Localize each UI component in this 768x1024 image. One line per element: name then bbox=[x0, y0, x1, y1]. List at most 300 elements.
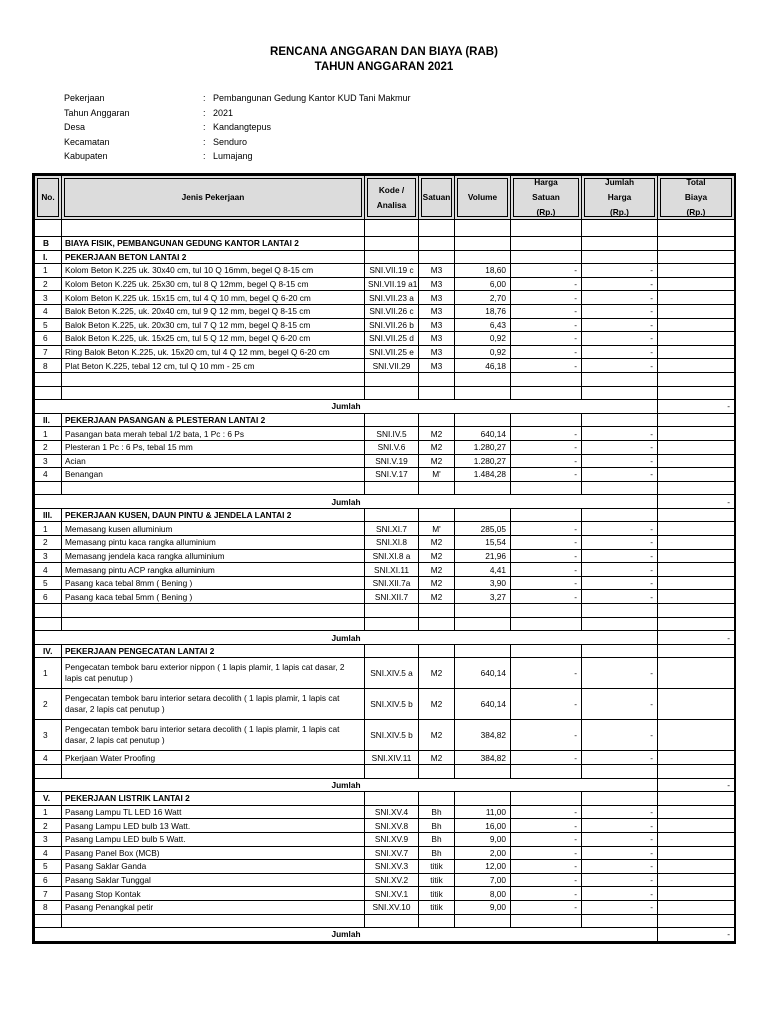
item-amount: - bbox=[582, 887, 658, 901]
cell bbox=[419, 792, 455, 806]
item-number: 3 bbox=[35, 720, 62, 751]
item-volume: 285,05 bbox=[455, 522, 511, 536]
item-total bbox=[658, 427, 735, 441]
empty-cell bbox=[62, 386, 365, 400]
item-unit-price: - bbox=[511, 563, 582, 577]
item-unit-price: - bbox=[511, 291, 582, 305]
empty-cell bbox=[365, 617, 419, 631]
info-colon: : bbox=[203, 136, 206, 147]
item-number: 1 bbox=[35, 522, 62, 536]
cell bbox=[511, 413, 582, 427]
item-unit-price: - bbox=[511, 468, 582, 482]
item-description: Memasang pintu kaca rangka alluminium bbox=[62, 536, 365, 550]
item-unit-price: - bbox=[511, 819, 582, 833]
item-unit-price: - bbox=[511, 359, 582, 373]
item-unit: M2 bbox=[419, 576, 455, 590]
cell bbox=[658, 413, 735, 427]
cell bbox=[455, 792, 511, 806]
item-description: Memasang jendela kaca rangka alluminium bbox=[62, 549, 365, 563]
empty-cell bbox=[419, 481, 455, 495]
item-number: 4 bbox=[35, 468, 62, 482]
item-volume: 384,82 bbox=[455, 720, 511, 751]
item-unit: M2 bbox=[419, 590, 455, 604]
empty-cell bbox=[419, 604, 455, 618]
item-code: SNI.XV.7 bbox=[365, 846, 419, 860]
subtotal-label: Jumlah bbox=[35, 495, 658, 509]
item-unit: M3 bbox=[419, 277, 455, 291]
subtotal-value: - bbox=[658, 778, 735, 792]
item-amount: - bbox=[582, 751, 658, 765]
item-unit-price: - bbox=[511, 832, 582, 846]
item-volume: 18,76 bbox=[455, 304, 511, 318]
item-code: SNI.XI.8 bbox=[365, 536, 419, 550]
item-unit: Bh bbox=[419, 846, 455, 860]
subtotal-value: - bbox=[658, 928, 735, 942]
cell bbox=[511, 250, 582, 264]
empty-cell bbox=[35, 914, 62, 928]
cell bbox=[455, 237, 511, 251]
empty-cell bbox=[35, 386, 62, 400]
item-description: Pasang Lampu LED bulb 13 Watt. bbox=[62, 819, 365, 833]
item-volume: 3,27 bbox=[455, 590, 511, 604]
empty-cell bbox=[419, 914, 455, 928]
table-row bbox=[35, 522, 735, 536]
item-unit-price: - bbox=[511, 887, 582, 901]
empty-cell bbox=[658, 617, 735, 631]
empty-cell bbox=[582, 386, 658, 400]
item-number: 2 bbox=[35, 277, 62, 291]
info-value: Pembangunan Gedung Kantor KUD Tani Makmur bbox=[213, 93, 411, 103]
item-description: Balok Beton K.225, uk. 20x30 cm, tul 7 Q 12 mm, begel Q 8-15 cm bbox=[62, 318, 365, 332]
item-total bbox=[658, 264, 735, 278]
section-row bbox=[35, 250, 735, 264]
item-unit-price: - bbox=[511, 277, 582, 291]
item-volume: 384,82 bbox=[455, 751, 511, 765]
table-row bbox=[35, 900, 735, 914]
item-total bbox=[658, 819, 735, 833]
item-amount: - bbox=[582, 658, 658, 689]
item-amount: - bbox=[582, 819, 658, 833]
item-amount: - bbox=[582, 427, 658, 441]
table-row bbox=[35, 332, 735, 346]
empty-cell bbox=[365, 372, 419, 386]
item-number: 8 bbox=[35, 359, 62, 373]
blank-row bbox=[35, 617, 735, 631]
empty-cell bbox=[582, 220, 658, 237]
item-number: 2 bbox=[35, 536, 62, 550]
empty-cell bbox=[658, 481, 735, 495]
item-description: Pasang Panel Box (MCB) bbox=[62, 846, 365, 860]
item-total bbox=[658, 440, 735, 454]
table-row bbox=[35, 590, 735, 604]
subtotal-label: Jumlah bbox=[35, 400, 658, 414]
blank-row bbox=[35, 604, 735, 618]
item-amount: - bbox=[582, 304, 658, 318]
item-description: Pasang Lampu TL LED 16 Watt bbox=[62, 805, 365, 819]
cell bbox=[511, 508, 582, 522]
item-description: Pasang Saklar Ganda bbox=[62, 860, 365, 874]
info-row bbox=[64, 149, 410, 164]
item-total bbox=[658, 887, 735, 901]
item-volume: 6,00 bbox=[455, 277, 511, 291]
item-unit: titik bbox=[419, 860, 455, 874]
cell bbox=[455, 644, 511, 658]
item-code: SNI.XIV.5 a bbox=[365, 658, 419, 689]
item-amount: - bbox=[582, 454, 658, 468]
item-number: 4 bbox=[35, 563, 62, 577]
item-volume: 7,00 bbox=[455, 873, 511, 887]
item-amount: - bbox=[582, 873, 658, 887]
item-unit-price: - bbox=[511, 549, 582, 563]
table-row bbox=[35, 819, 735, 833]
item-number: 1 bbox=[35, 264, 62, 278]
subtotal-row bbox=[35, 778, 735, 792]
table-row bbox=[35, 345, 735, 359]
item-code: SNI.XV.9 bbox=[365, 832, 419, 846]
item-unit-price: - bbox=[511, 427, 582, 441]
item-description: Pkerjaan Water Proofing bbox=[62, 751, 365, 765]
empty-cell bbox=[62, 481, 365, 495]
section-number: IV. bbox=[35, 644, 62, 658]
section-number: I. bbox=[35, 250, 62, 264]
item-total bbox=[658, 291, 735, 305]
cell bbox=[582, 413, 658, 427]
item-amount: - bbox=[582, 805, 658, 819]
item-number: 3 bbox=[35, 454, 62, 468]
cell bbox=[511, 792, 582, 806]
item-unit-price: - bbox=[511, 454, 582, 468]
section-title: PEKERJAAN LISTRIK LANTAI 2 bbox=[62, 792, 365, 806]
document-title: RENCANA ANGGARAN DAN BIAYA (RAB) bbox=[270, 46, 498, 58]
empty-cell bbox=[35, 481, 62, 495]
info-label: Kecamatan bbox=[64, 136, 110, 147]
item-unit: titik bbox=[419, 900, 455, 914]
cell bbox=[455, 250, 511, 264]
info-value: 2021 bbox=[213, 107, 234, 118]
item-volume: 12,00 bbox=[455, 860, 511, 874]
empty-cell bbox=[658, 386, 735, 400]
item-description: Pasang Penangkal petir bbox=[62, 900, 365, 914]
item-number: 6 bbox=[35, 332, 62, 346]
item-code: SNI.XIV.5 b bbox=[365, 720, 419, 751]
info-label: Kabupaten bbox=[64, 151, 108, 161]
item-number: 5 bbox=[35, 860, 62, 874]
empty-cell bbox=[582, 914, 658, 928]
empty-cell bbox=[419, 765, 455, 779]
item-description: Pasang Lampu LED bulb 5 Watt. bbox=[62, 832, 365, 846]
item-unit-price: - bbox=[511, 318, 582, 332]
empty-cell bbox=[511, 386, 582, 400]
item-code: SNI.XV.4 bbox=[365, 805, 419, 819]
cell bbox=[365, 237, 419, 251]
info-row bbox=[64, 106, 410, 121]
item-amount: - bbox=[582, 291, 658, 305]
table-row bbox=[35, 304, 735, 318]
item-description: Balok Beton K.225, uk. 15x25 cm, tul 5 Q 12 mm, begel Q 6-20 cm bbox=[62, 332, 365, 346]
header-jumlah: Jumlah Harga (Rp.) bbox=[582, 176, 658, 220]
item-unit-price: - bbox=[511, 345, 582, 359]
item-code: SNI.VII.19 a1 bbox=[365, 277, 419, 291]
item-volume: 0,92 bbox=[455, 345, 511, 359]
cell bbox=[582, 237, 658, 251]
item-unit: M2 bbox=[419, 658, 455, 689]
item-code: SNI.XV.10 bbox=[365, 900, 419, 914]
item-unit: Bh bbox=[419, 819, 455, 833]
item-code: SNI.XI.11 bbox=[365, 563, 419, 577]
empty-cell bbox=[582, 765, 658, 779]
item-total bbox=[658, 590, 735, 604]
empty-cell bbox=[365, 386, 419, 400]
item-code: SNI.XII.7 bbox=[365, 590, 419, 604]
table-row bbox=[35, 440, 735, 454]
section-row bbox=[35, 644, 735, 658]
item-volume: 9,00 bbox=[455, 832, 511, 846]
item-number: 3 bbox=[35, 291, 62, 305]
cell bbox=[455, 508, 511, 522]
item-unit: M3 bbox=[419, 318, 455, 332]
item-volume: 8,00 bbox=[455, 887, 511, 901]
empty-cell bbox=[455, 617, 511, 631]
item-number: 2 bbox=[35, 440, 62, 454]
item-unit: M2 bbox=[419, 536, 455, 550]
cell bbox=[582, 792, 658, 806]
item-volume: 640,14 bbox=[455, 689, 511, 720]
empty-cell bbox=[365, 220, 419, 237]
item-total bbox=[658, 359, 735, 373]
item-description: Pasang Stop Kontak bbox=[62, 887, 365, 901]
cell bbox=[658, 792, 735, 806]
empty-cell bbox=[582, 604, 658, 618]
item-amount: - bbox=[582, 468, 658, 482]
item-volume: 0,92 bbox=[455, 332, 511, 346]
item-code: SNI.V.6 bbox=[365, 440, 419, 454]
section-title: PEKERJAAN PASANGAN & PLESTERAN LANTAI 2 bbox=[62, 413, 365, 427]
empty-cell bbox=[365, 914, 419, 928]
blank-row bbox=[35, 220, 735, 237]
empty-cell bbox=[455, 765, 511, 779]
item-description: Memasang pintu ACP rangka alluminium bbox=[62, 563, 365, 577]
item-total bbox=[658, 522, 735, 536]
table-row bbox=[35, 454, 735, 468]
item-number: 1 bbox=[35, 805, 62, 819]
section-row bbox=[35, 508, 735, 522]
empty-cell bbox=[582, 481, 658, 495]
item-number: 6 bbox=[35, 590, 62, 604]
cell bbox=[419, 413, 455, 427]
blank-row bbox=[35, 481, 735, 495]
cell bbox=[658, 250, 735, 264]
blank-row bbox=[35, 914, 735, 928]
empty-cell bbox=[455, 386, 511, 400]
item-code: SNI.VII.26 c bbox=[365, 304, 419, 318]
item-volume: 9,00 bbox=[455, 900, 511, 914]
subtotal-row bbox=[35, 928, 735, 942]
empty-cell bbox=[419, 617, 455, 631]
project-info bbox=[64, 91, 410, 164]
item-code: SNI.XV.8 bbox=[365, 819, 419, 833]
item-total bbox=[658, 846, 735, 860]
blank-row bbox=[35, 372, 735, 386]
item-code: SNI.XI.7 bbox=[365, 522, 419, 536]
empty-cell bbox=[455, 220, 511, 237]
empty-cell bbox=[455, 481, 511, 495]
item-number: 4 bbox=[35, 751, 62, 765]
item-unit-price: - bbox=[511, 576, 582, 590]
item-unit-price: - bbox=[511, 304, 582, 318]
table-row bbox=[35, 720, 735, 751]
item-volume: 4,41 bbox=[455, 563, 511, 577]
item-code: SNI.XV.1 bbox=[365, 887, 419, 901]
item-unit: M2 bbox=[419, 689, 455, 720]
item-total bbox=[658, 873, 735, 887]
item-total bbox=[658, 468, 735, 482]
table-row bbox=[35, 536, 735, 550]
item-number: 4 bbox=[35, 304, 62, 318]
item-unit: M' bbox=[419, 468, 455, 482]
item-unit: Bh bbox=[419, 805, 455, 819]
item-unit: M3 bbox=[419, 291, 455, 305]
subtotal-label: Jumlah bbox=[35, 778, 658, 792]
item-number: 8 bbox=[35, 900, 62, 914]
cell bbox=[511, 237, 582, 251]
empty-cell bbox=[658, 914, 735, 928]
item-total bbox=[658, 345, 735, 359]
item-unit: M3 bbox=[419, 264, 455, 278]
empty-cell bbox=[419, 372, 455, 386]
item-volume: 11,00 bbox=[455, 805, 511, 819]
empty-cell bbox=[511, 604, 582, 618]
table-row bbox=[35, 832, 735, 846]
cell bbox=[419, 237, 455, 251]
table-row bbox=[35, 427, 735, 441]
info-colon: : bbox=[203, 122, 206, 132]
info-row bbox=[64, 91, 410, 106]
item-number: 7 bbox=[35, 887, 62, 901]
item-unit-price: - bbox=[511, 900, 582, 914]
item-code: SNI.V.19 bbox=[365, 454, 419, 468]
item-unit: M2 bbox=[419, 454, 455, 468]
cell bbox=[419, 250, 455, 264]
table-row bbox=[35, 658, 735, 689]
info-label: Desa bbox=[64, 122, 86, 132]
item-volume: 46,18 bbox=[455, 359, 511, 373]
item-amount: - bbox=[582, 440, 658, 454]
cell bbox=[582, 250, 658, 264]
item-amount: - bbox=[582, 332, 658, 346]
header-kode: Kode / Analisa bbox=[365, 176, 419, 220]
item-amount: - bbox=[582, 689, 658, 720]
item-volume: 3,90 bbox=[455, 576, 511, 590]
table-row bbox=[35, 689, 735, 720]
table-row bbox=[35, 318, 735, 332]
item-unit: M2 bbox=[419, 563, 455, 577]
item-description: Plesteran 1 Pc : 6 Ps, tebal 15 mm bbox=[62, 440, 365, 454]
item-code: SNI.XV.2 bbox=[365, 873, 419, 887]
item-number: 6 bbox=[35, 873, 62, 887]
item-unit: titik bbox=[419, 873, 455, 887]
item-unit-price: - bbox=[511, 860, 582, 874]
table-row bbox=[35, 359, 735, 373]
item-unit-price: - bbox=[511, 805, 582, 819]
item-amount: - bbox=[582, 846, 658, 860]
item-total bbox=[658, 832, 735, 846]
item-code: SNI.XI.8 a bbox=[365, 549, 419, 563]
section-number: II. bbox=[35, 413, 62, 427]
empty-cell bbox=[62, 914, 365, 928]
item-amount: - bbox=[582, 900, 658, 914]
info-colon: : bbox=[203, 93, 206, 103]
item-number: 5 bbox=[35, 576, 62, 590]
empty-cell bbox=[35, 604, 62, 618]
header-volume: Volume bbox=[455, 176, 511, 220]
cell bbox=[658, 508, 735, 522]
table-row bbox=[35, 846, 735, 860]
item-total bbox=[658, 332, 735, 346]
empty-cell bbox=[455, 604, 511, 618]
section-title: PEKERJAAN BETON LANTAI 2 bbox=[62, 250, 365, 264]
header-no: No. bbox=[35, 176, 62, 220]
item-amount: - bbox=[582, 590, 658, 604]
item-code: SNI.V.17 bbox=[365, 468, 419, 482]
item-description: Acian bbox=[62, 454, 365, 468]
item-unit: M3 bbox=[419, 304, 455, 318]
table-row bbox=[35, 805, 735, 819]
item-unit-price: - bbox=[511, 720, 582, 751]
item-volume: 18,60 bbox=[455, 264, 511, 278]
rab-table-frame bbox=[32, 173, 736, 944]
rab-table-body bbox=[35, 220, 735, 942]
table-row bbox=[35, 887, 735, 901]
subtotal-value: - bbox=[658, 400, 735, 414]
empty-cell bbox=[511, 372, 582, 386]
item-unit: M2 bbox=[419, 751, 455, 765]
item-description: Pasangan bata merah tebal 1/2 bata, 1 Pc : 6 Ps bbox=[62, 427, 365, 441]
empty-cell bbox=[582, 372, 658, 386]
cell bbox=[365, 250, 419, 264]
item-description: Pengecatan tembok baru interior setara decolith ( 1 lapis plamir, 1 lapis cat dasar, 2 lapis cat penutup ) bbox=[62, 689, 365, 720]
subtotal-row bbox=[35, 400, 735, 414]
empty-cell bbox=[582, 617, 658, 631]
item-unit: M2 bbox=[419, 549, 455, 563]
subtotal-row bbox=[35, 631, 735, 645]
cell bbox=[455, 413, 511, 427]
item-unit: titik bbox=[419, 887, 455, 901]
header-satuan: Satuan bbox=[419, 176, 455, 220]
item-total bbox=[658, 536, 735, 550]
item-description: Kolom Beton K.225 uk. 25x30 cm, tul 8 Q 12mm, begel Q 8-15 cm bbox=[62, 277, 365, 291]
subtotal-value: - bbox=[658, 631, 735, 645]
item-total bbox=[658, 658, 735, 689]
item-description: Ring Balok Beton K.225, uk. 15x20 cm, tul 4 Q 12 mm, begel Q 6-20 cm bbox=[62, 345, 365, 359]
item-number: 3 bbox=[35, 832, 62, 846]
item-volume: 6,43 bbox=[455, 318, 511, 332]
item-description: Pasang kaca tebal 8mm ( Bening ) bbox=[62, 576, 365, 590]
table-row bbox=[35, 563, 735, 577]
table-row bbox=[35, 468, 735, 482]
item-code: SNI.VII.19 c bbox=[365, 264, 419, 278]
item-volume: 15,54 bbox=[455, 536, 511, 550]
empty-cell bbox=[511, 765, 582, 779]
cell bbox=[365, 644, 419, 658]
item-description: Pengecatan tembok baru interior setara decolith ( 1 lapis plamir, 1 lapis cat dasar, 2 lapis cat penutup ) bbox=[62, 720, 365, 751]
item-unit-price: - bbox=[511, 536, 582, 550]
empty-cell bbox=[62, 220, 365, 237]
item-volume: 1.280,27 bbox=[455, 440, 511, 454]
item-volume: 1.280,27 bbox=[455, 454, 511, 468]
section-row bbox=[35, 413, 735, 427]
item-amount: - bbox=[582, 536, 658, 550]
item-unit: M2 bbox=[419, 440, 455, 454]
